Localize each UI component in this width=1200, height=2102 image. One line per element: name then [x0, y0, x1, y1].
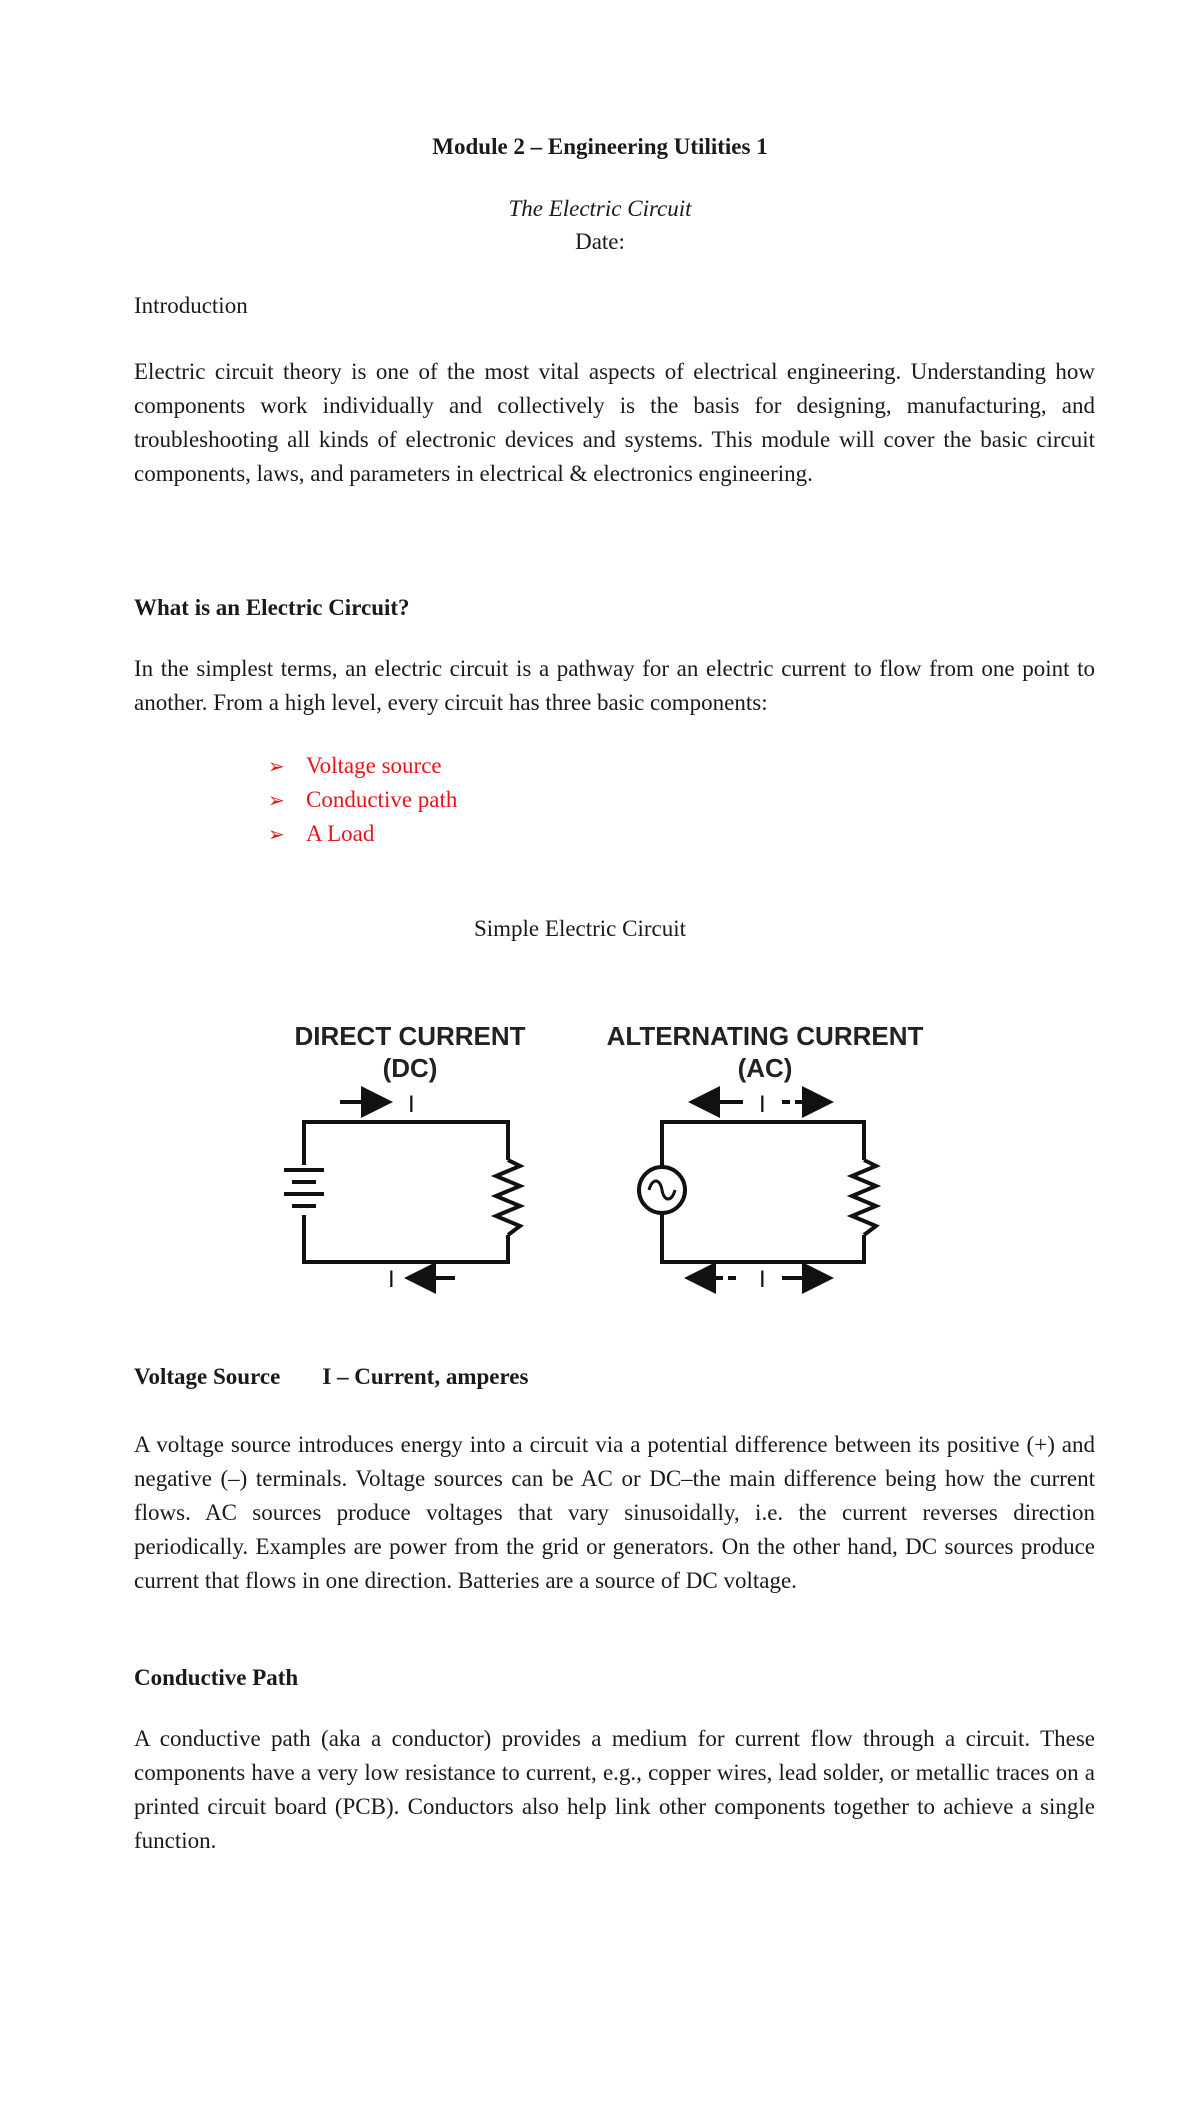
- dc-current-label-top: I: [408, 1091, 415, 1118]
- list-item: [268, 817, 457, 851]
- intro-heading: Introduction: [134, 293, 248, 318]
- current-definition-label: I – Current, amperes: [322, 1364, 529, 1389]
- list-item-label: A Load: [306, 821, 375, 846]
- arrow-bullet-icon: ➢: [268, 754, 285, 778]
- voltage-source-paragraph: A voltage source introduces energy into a circuit via a potential difference between its positive (+) and negative (–) terminals. Voltage sources can be AC or DC–the main difference being how the current flows. AC sources produce voltages that vary sinusoidally, i.e. the current reverses direction periodically. Examples are power from the grid or generators. On the other hand, DC sources produce current that flows in one direction. Batteries are a source of DC voltage.: [134, 1432, 1095, 1593]
- component-list: [268, 749, 457, 851]
- list-item-label: Voltage source: [306, 753, 442, 778]
- ac-current-label-bottom: I: [759, 1266, 766, 1293]
- date-label: Date:: [575, 229, 625, 254]
- arrow-bullet-icon: ➢: [268, 822, 285, 846]
- dc-title: DIRECT CURRENT: [294, 1021, 526, 1051]
- dc-subtitle: (DC): [382, 1053, 438, 1083]
- voltage-source-heading-label: Voltage Source: [134, 1364, 281, 1389]
- arrow-bullet-icon: ➢: [268, 788, 285, 812]
- conductive-path-paragraph: A conductive path (aka a conductor) provides a medium for current flow through a circuit. These components have a very low resistance to current, e.g., copper wires, lead solder, or metallic traces on a printed circuit board (PCB). Conductors also help link other components together to achieve a single function.: [134, 1726, 1095, 1853]
- circuit-diagram: [270, 1010, 950, 1300]
- dc-wire: [304, 1122, 508, 1262]
- list-item-label: Conductive path: [306, 787, 458, 812]
- ac-circuit: [607, 1021, 924, 1293]
- dc-circuit: [284, 1021, 526, 1293]
- ac-subtitle: (AC): [737, 1053, 793, 1083]
- dc-resistor-icon: [496, 1160, 520, 1235]
- list-item: [268, 783, 457, 817]
- ac-current-label-top: I: [759, 1091, 766, 1118]
- ac-wire: [662, 1122, 864, 1262]
- page-title: Module 2 – Engineering Utilities 1: [432, 134, 768, 159]
- list-item: [268, 749, 457, 783]
- voltage-source-heading: [134, 1364, 528, 1390]
- section-heading-electric-circuit: What is an Electric Circuit?: [134, 595, 410, 620]
- ac-source-icon: [639, 1167, 685, 1213]
- intro-paragraph: Electric circuit theory is one of the most vital aspects of electrical engineering. Understanding how components work individually and collectively is the basis for designing, manufacturing, and troubleshooting all kinds of electronic devices and systems. This module will cover the basic circuit components, laws, and parameters in electrical & electronics engineering.: [134, 359, 1095, 486]
- electric-circuit-paragraph: In the simplest terms, an electric circuit is a pathway for an electric current to flow from one point to another. From a high level, every circuit has three basic components:: [134, 656, 1095, 715]
- dc-current-label-bottom: I: [388, 1266, 395, 1293]
- ac-title: ALTERNATING CURRENT: [606, 1021, 924, 1051]
- page-subtitle: The Electric Circuit: [508, 196, 692, 221]
- section-heading-conductive-path: Conductive Path: [134, 1665, 299, 1690]
- battery-icon: [284, 1170, 324, 1206]
- ac-resistor-icon: [852, 1160, 876, 1235]
- figure-caption: Simple Electric Circuit: [473, 916, 687, 941]
